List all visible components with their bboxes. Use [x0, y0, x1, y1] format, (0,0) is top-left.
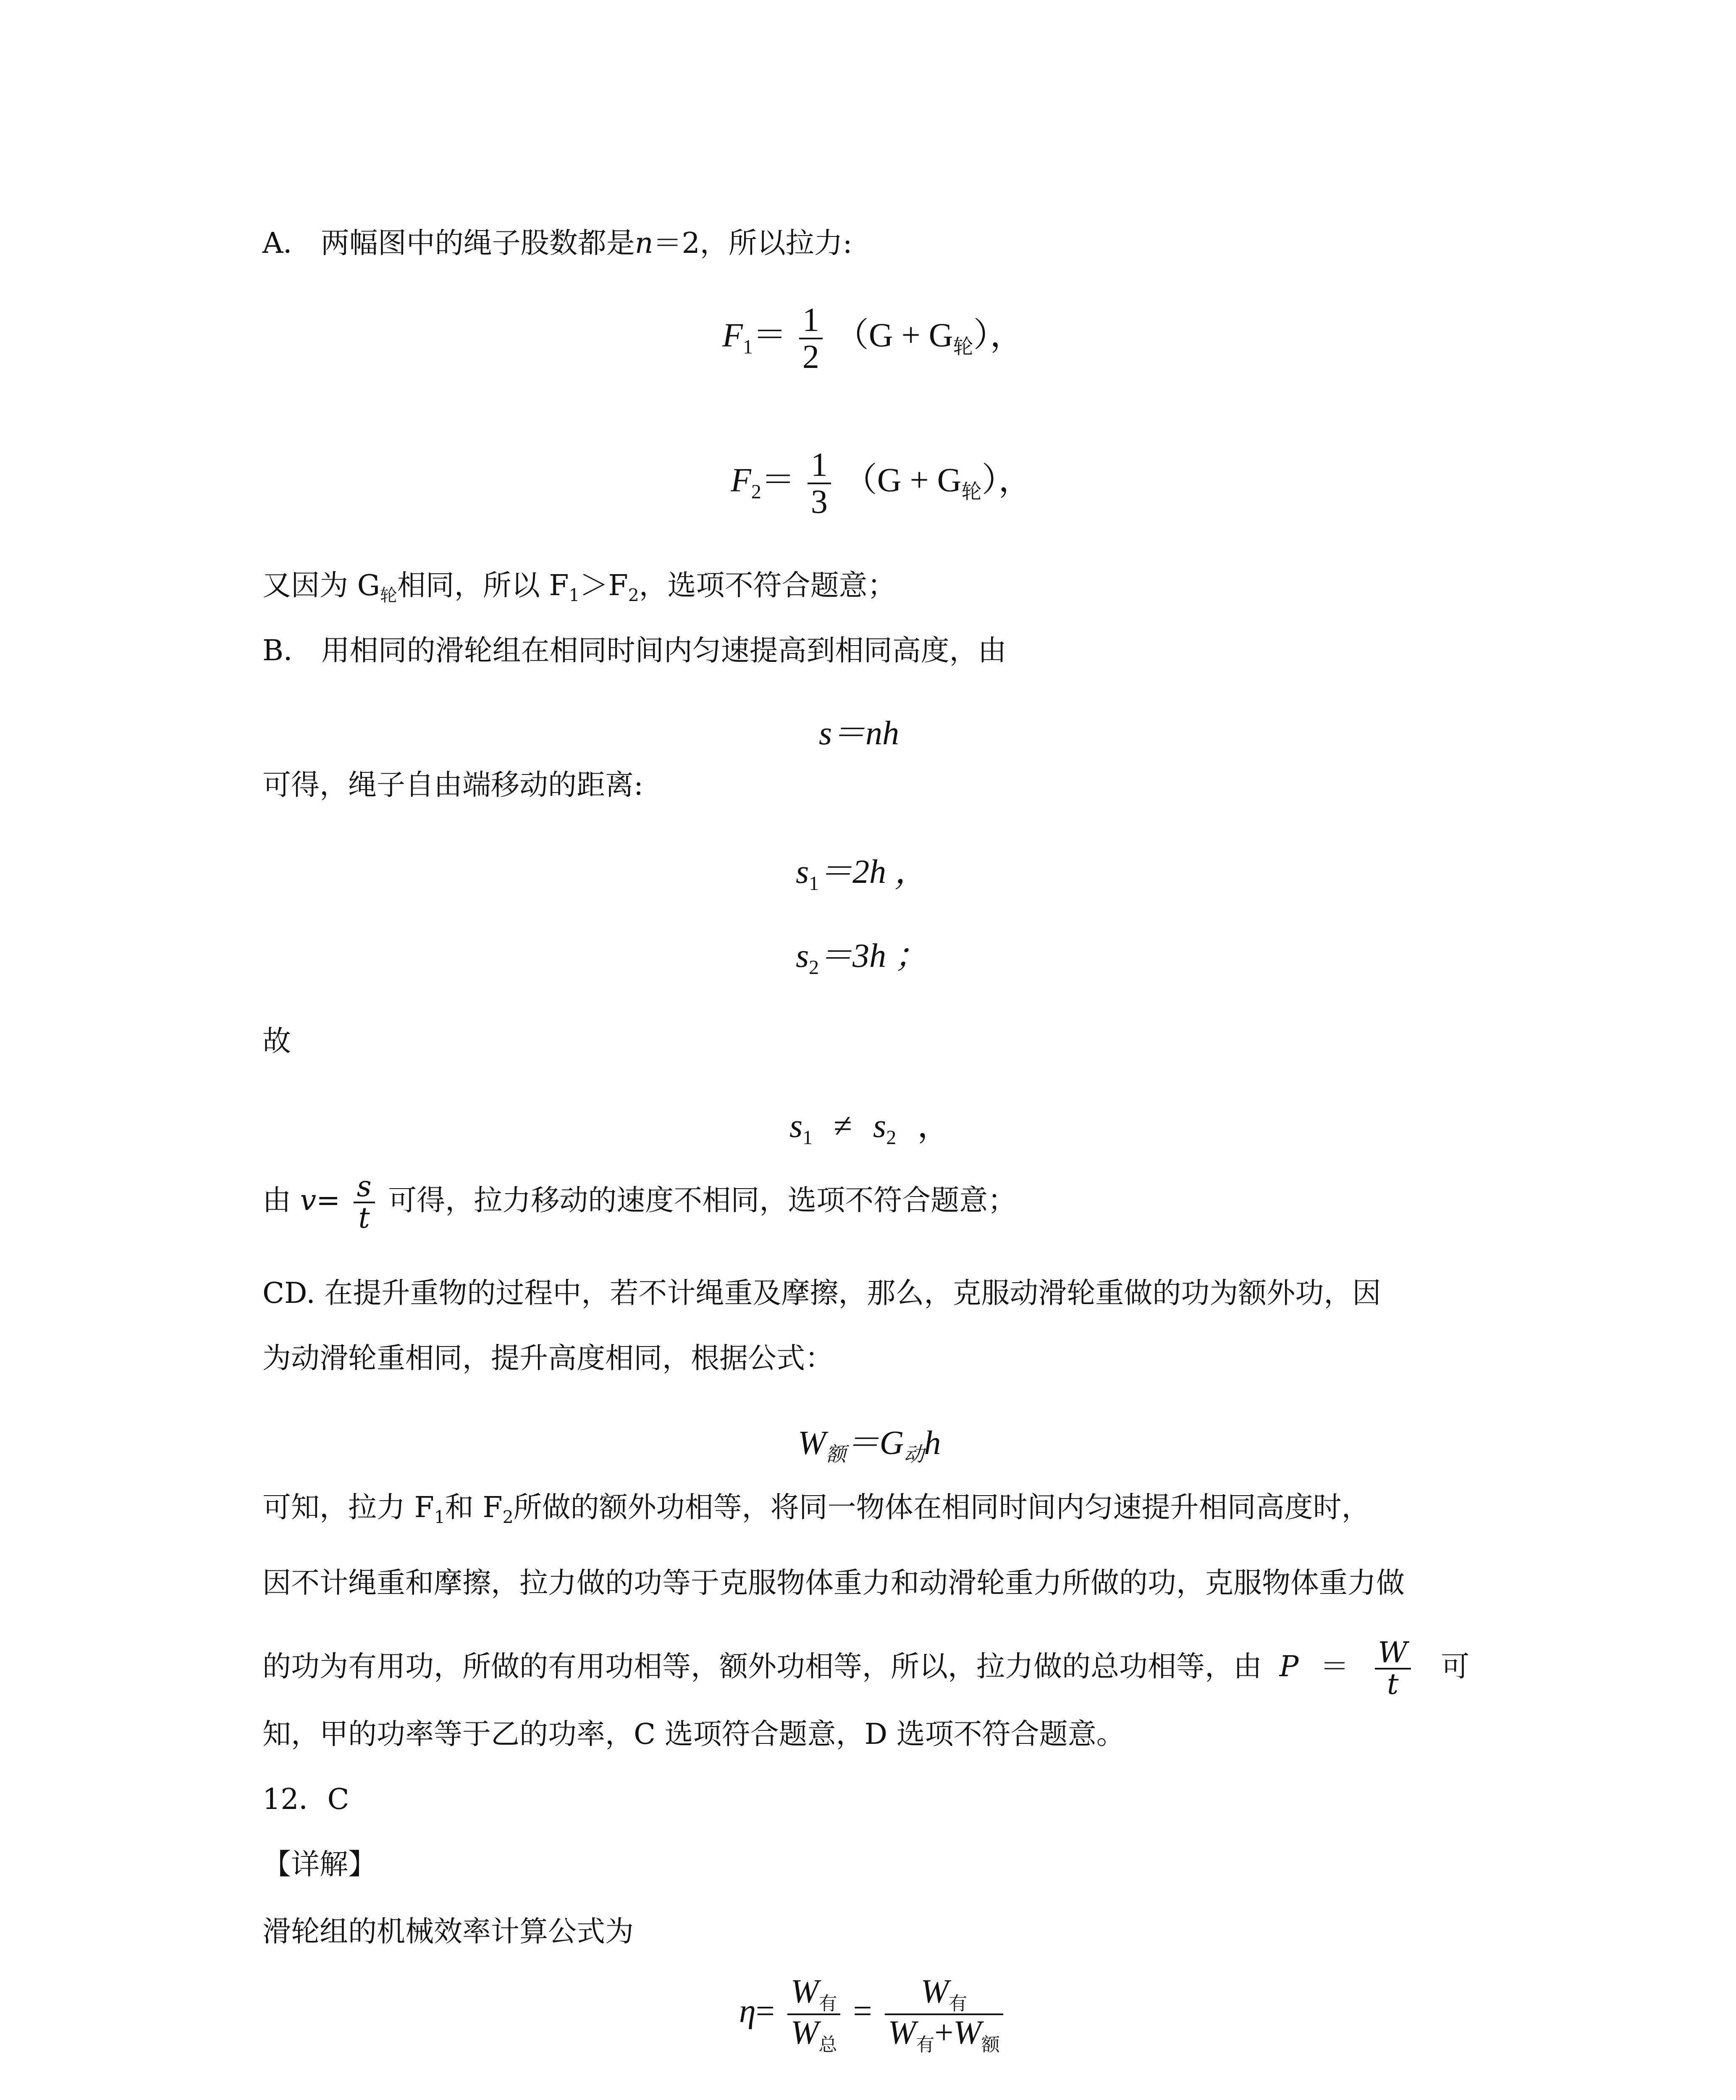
- formula-efficiency: η= $\frac{W_有}{W_总}$ = $\frac{W_有}{W_有+W_额}$: [739, 1974, 1007, 2055]
- option-b-therefore: 故: [262, 1025, 291, 1058]
- option-cd-line4: 因不计绳重和摩擦，拉力做的功等于克服物体重力和动滑轮重力所做的功，克服物体重力做: [262, 1567, 1405, 1600]
- option-b-velocity: 由 v= $\frac{s}{t}$ 可得，拉力移动的速度不相同，选项不符合题意；: [262, 1170, 1017, 1235]
- formula-s1: $s_1=2h$ ，: [796, 853, 928, 895]
- option-a-conclusion: 又因为 $G_轮$相同，所以 $F_1>F_2$，选项不符合题意；: [262, 569, 896, 606]
- option-cd-line5: 的功为有用功，所做的有用功相等，额外功相等，所以，拉力做的总功相等，由 P ＝ $\frac{W}{t}$ 可: [262, 1636, 1470, 1701]
- detail-heading: 【详解】: [262, 1848, 377, 1881]
- option-b-distance: 可得，绳子自由端移动的距离:: [262, 769, 643, 802]
- option-cd-line6: 知，甲的功率等于乙的功率，C 选项符合题意，D 选项不符合题意。: [262, 1718, 1125, 1751]
- option-cd-line1: CD. 在提升重物的过程中，若不计绳重及摩擦，那么，克服动滑轮重做的功为额外功，因: [262, 1277, 1381, 1310]
- formula-s-nh: s＝nh: [819, 715, 899, 752]
- formula-f1: $F_1=$ $\frac{1}{2}$ $(G + G_轮)$，: [722, 302, 1024, 375]
- option-cd-line3: 可知，拉力 $F_1$和 $F_2$所做的额外功相等，将同一物体在相同时间内匀速提升相同高度时，: [262, 1491, 1370, 1528]
- efficiency-intro: 滑轮组的机械效率计算公式为: [262, 1915, 634, 1948]
- question-12-answer: 12．C: [262, 1783, 349, 1816]
- option-b-intro: B． 用相同的滑轮组在相同时间内匀速提高到相同高度，由: [262, 634, 1007, 667]
- option-cd-line2: 为动滑轮重相同，提升高度相同，根据公式：: [262, 1342, 834, 1375]
- formula-s2: $s_2=3h$ ；: [796, 937, 928, 979]
- formula-f2: $F_2=$ $\frac{1}{3}$ $(G + G_轮)$，: [731, 446, 1032, 520]
- formula-w-extra: $W_额=G_动h$: [798, 1425, 941, 1466]
- option-a-intro: A． 两幅图中的绳子股数都是n＝2，所以拉力:: [262, 227, 852, 260]
- formula-s-neq: $s_1 \ne s_2$ ，: [789, 1108, 951, 1149]
